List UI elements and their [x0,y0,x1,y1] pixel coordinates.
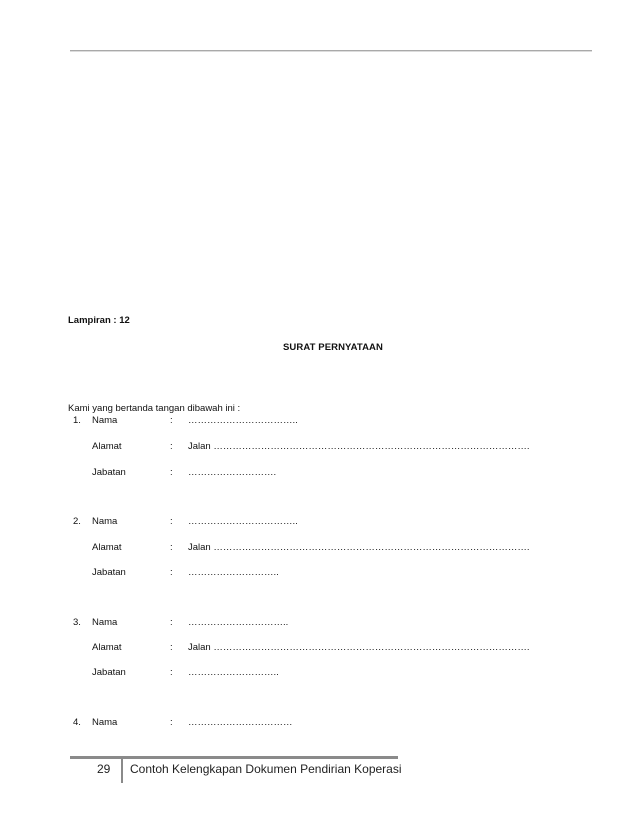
entry-number: 2. [73,516,81,527]
colon: : [170,441,173,452]
colon: : [170,516,173,527]
jabatan-label: Jabatan [92,467,126,478]
jabatan-label: Jabatan [92,567,126,578]
alamat-value: Jalan ………………………………………………………………………………………. [188,441,530,452]
footer-rule [70,756,398,759]
header-rule [70,50,592,51]
page-number: 29 [97,762,111,776]
nama-label: Nama [92,617,118,628]
colon: : [170,467,173,478]
intro-text: Kami yang bertanda tangan dibawah ini : [68,403,241,414]
nama-label: Nama [92,415,118,426]
colon: : [170,567,173,578]
alamat-value: Jalan ………………………………………………………………………………………. [188,642,530,653]
nama-label: Nama [92,717,118,728]
lampiran-label: Lampiran : 12 [68,315,130,326]
jabatan-label: Jabatan [92,667,126,678]
entry-number: 1. [73,415,81,426]
alamat-label: Alamat [92,542,122,553]
colon: : [170,717,173,728]
nama-value: …………………………….. [188,415,298,426]
entry-number: 4. [73,717,81,728]
nama-value: ………………………….. [188,617,289,628]
document-title: SURAT PERNYATAAN [283,342,383,353]
nama-value: …………………………… [188,717,293,728]
colon: : [170,415,173,426]
nama-value: …………………………….. [188,516,298,527]
colon: : [170,542,173,553]
alamat-label: Alamat [92,441,122,452]
footer-divider [121,759,123,783]
nama-label: Nama [92,516,118,527]
alamat-value: Jalan ………………………………………………………………………………………. [188,542,530,553]
colon: : [170,667,173,678]
colon: : [170,642,173,653]
footer-caption: Contoh Kelengkapan Dokumen Pendirian Koperasi [130,762,402,776]
colon: : [170,617,173,628]
entry-number: 3. [73,617,81,628]
jabatan-value: ……………………….. [188,567,279,578]
jabatan-value: ………………………. [188,467,277,478]
alamat-label: Alamat [92,642,122,653]
jabatan-value: ……………………….. [188,667,279,678]
